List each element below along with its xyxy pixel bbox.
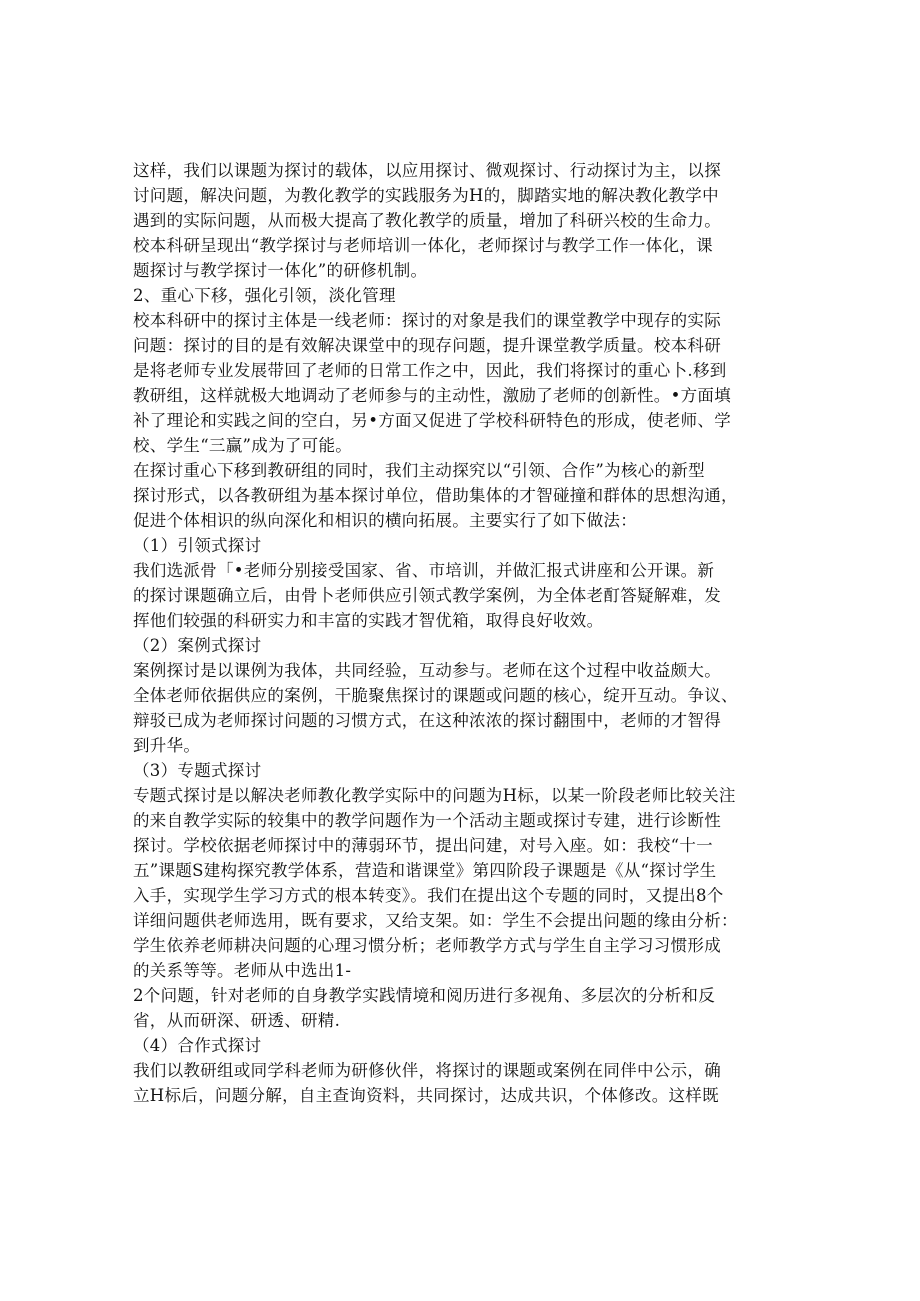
text-line: 题探讨与教学探讨一体化”的研修机制。	[133, 261, 428, 280]
text-line: 入手，实现学生学习方式的根本转变》。我们在提出这个专题的同时，又提出8个	[133, 886, 724, 905]
text-line: 立H标后，问题分解，自主查询资料，共同探讨，达成共识，个体修改。这样既	[133, 1086, 719, 1105]
text-line: 校本科研中的探讨主体是一线老师：探讨的对象是我们的课堂教学中现存的实际	[133, 311, 721, 330]
text-line: 是将老师专业发展带回了老师的日常工作之中，因此，我们将探讨的重心卜.移到	[133, 361, 727, 380]
text-line: 的探讨课题确立后，由骨卜老师供应引领式教学案例，为全体老酊答疑解难，发	[133, 586, 721, 605]
text-line: 全体老师依据供应的案例，干脆聚焦探讨的课题或问题的核心，绽开互动。争议、	[133, 686, 738, 705]
text-line: 我们选派骨「•老师分别接受国家、省、市培训，并做汇报式讲座和公开课。新	[133, 561, 715, 580]
text-line: 校、学生“三赢”成为了可能。	[133, 436, 353, 455]
text-line: 案例探讨是以课例为我体，共同经验，互动参与。老师在这个过程中收益颇大。	[133, 661, 721, 680]
text-line: 问题：探讨的目的是有效解决课堂中的现存问题，提升课堂教学质量。校本科研	[133, 336, 721, 355]
text-line: 2个问题，针对老师的自身教学实践情境和阅历进行多视角、多层次的分析和反	[133, 986, 715, 1005]
text-line: 详细问题供老师选用，既有要求，又给支架。如：学生不会提出问题的缘由分析：	[133, 911, 738, 930]
text-line: 探讨形式，以各教研组为基本探讨单位，借助集体的才智碰撞和群体的思想沟通，	[133, 486, 738, 505]
section-heading: 2、重心下移，强化引领，淡化管理	[133, 286, 396, 305]
text-line: 教研组，这样就极大地调动了老师参与的主动性，激励了老师的创新性。•方面填	[133, 386, 732, 405]
text-line: 探讨。学校依据老师探讨中的薄弱环节，提出问建，对号入座。如：我校“十一	[133, 836, 713, 855]
text-line: 学生依养老师耕决问题的心理习惯分析；老师教学方式与学生自主学习习惯形成	[133, 936, 721, 955]
text-line: 五”课题S建构探究教学体系，营造和谐课堂》第四阶段子课题是《从“探讨学生	[133, 861, 717, 880]
text-line: 省，从而研深、研透、研精.	[133, 1011, 341, 1030]
text-line: 补了理论和实践之间的空白，另•方面又促进了学校科研特色的形成，使老师、学	[133, 411, 732, 430]
text-line: 到升华。	[133, 736, 201, 755]
text-line: 在探讨重心下移到教研组的同时，我们主动探究以“引领、合作”为核心的新型	[133, 461, 705, 480]
text-line: 的来自教学实际的较集中的教学问题作为一个活动主题或探讨专建，进行诊断性	[133, 811, 721, 830]
text-line: 校本科研呈现出“教学探讨与老师培训一体化，老师探讨与教学工作一体化，课	[133, 236, 713, 255]
subsection-heading: （1）引领式探讨	[133, 536, 262, 555]
document-body	[133, 158, 793, 1108]
text-line: 辩驳已成为老师探讨问题的习惯方式，在这种浓浓的探讨翻围中，老师的才智得	[133, 711, 721, 730]
text-line: 的关系等等。老师从中选出1-	[133, 961, 352, 980]
subsection-heading: （4）合作式探讨	[133, 1036, 262, 1055]
text-line: 我们以教研组或同学科老师为研修伙伴，将探讨的课题或案例在同伴中公示，确	[133, 1061, 721, 1080]
text-line: 这样，我们以课题为探讨的载体，以应用探讨、微观探讨、行动探讨为主，以探	[133, 161, 721, 180]
text-line: 挥他们较强的科研实力和丰富的实践才智优箱，取得良好收效。	[133, 611, 604, 630]
text-line: 讨问题，解决问题，为教化教学的实践服务为H的，脚踏实地的解决教化教学中	[133, 186, 719, 205]
text-line: 专题式探讨是以解决老师教化教学实际中的问题为H标，以某一阶段老师比较关注	[133, 786, 736, 805]
subsection-heading: （3）专题式探讨	[133, 761, 262, 780]
text-line: 促进个体相识的纵向深化和相识的横向拓展。主要实行了如下做法：	[133, 511, 637, 530]
text-line: 遇到的实际问题，从而极大提高了教化教学的质量，增加了科研兴校的生命力。	[133, 211, 721, 230]
subsection-heading: （2）案例式探讨	[133, 636, 262, 655]
